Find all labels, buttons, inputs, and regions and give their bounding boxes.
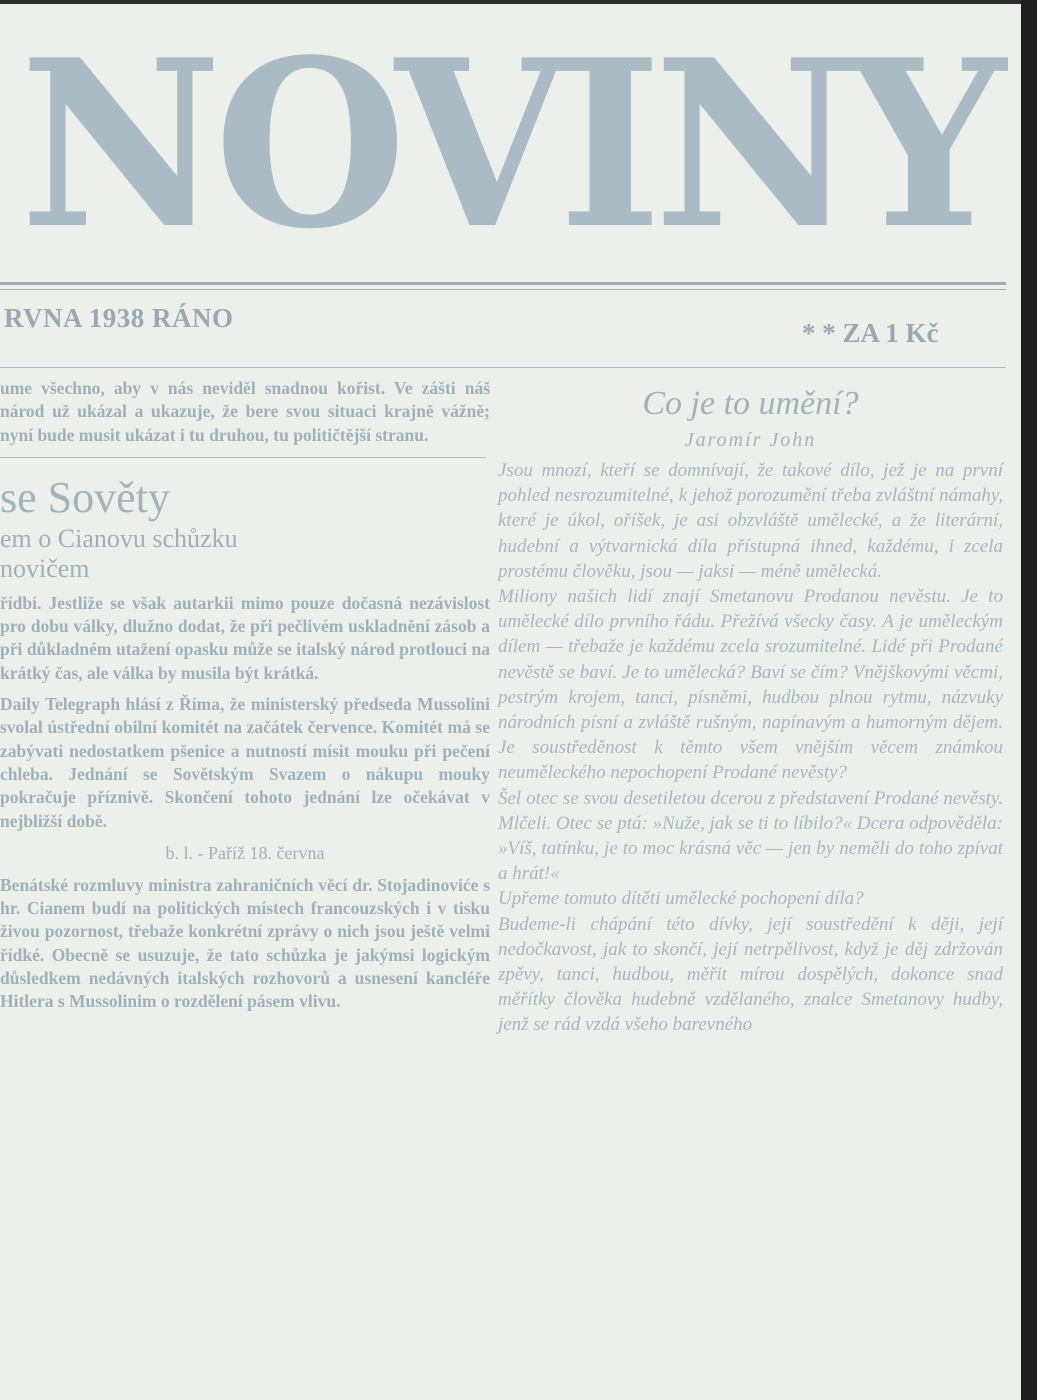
essay-paragraph: Upřeme tomuto dítěti umělecké pochopení díla?	[498, 888, 864, 910]
essay-title: Co je to umění?	[642, 385, 859, 422]
left-column	[0, 377, 490, 1014]
scan-edge-top	[0, 0, 1037, 4]
dateline: RVNA 1938 RÁNO	[4, 303, 234, 333]
masthead-rule-thin	[0, 289, 1006, 290]
article-paragraph: Daily Telegraph hlásí z Říma, že ministerský předseda Mussolini svolal ústřední obilní komitét na začátek července. Komitét má se zabývati nedostatkem pšenice a nutností mísit mouku při pečení chleba. Jednání se Sovětským Svazem o nákupu mouky pokračuje příznivě. Skončení tohoto jednání lze očekávat v nejbližší době.	[0, 694, 490, 831]
article-paragraph: Benátské rozmluvy ministra zahraničních věcí dr. Stojadinoviće s hr. Cianem budí na politických místech francouzských i v tisku živou pozornost, třebaže konkrétní zprávy o nich jsou ještě velmi řídké. Obecně se usuzuje, že tato schůzka je jakýmsi logickým důsledkem nedávných italských rozhovorů a usnesení kancléře Hitlera s Mussolinim o rozdělení pásem vlivu.	[0, 874, 490, 1012]
article-byline: b. l. - Paříž 18. června	[165, 842, 325, 863]
header-rule	[0, 367, 1006, 368]
scan-edge-right	[1021, 0, 1037, 1400]
essay-paragraph: Šel otec se svou desetiletou dcerou z představení Prodané nevěsty. Mlčeli. Otec se ptá: »Nuže, jak se ti to líbilo?« Dcera odpověděla: »Víš, tatínku, je to moc krásná věc — jen by neměli do toho zpívat a hrát!«	[498, 787, 1003, 885]
column-separator	[0, 457, 486, 458]
essay-paragraph: Miliony našich lidí znají Smetanovu Prodanou nevěstu. Je to umělecké dílo prvního řádu. Přežívá všecky časy. A je uměleckým dílem — třebaže je každému zcela srozumitelné. Lidé při Prodané nevěstě se baví. Je to umělecká? Baví se čím? Vnějškovými věcmi, pestrým krojem, tanci, písněmi, hudbou plnou rytmu, názvuky národních písní a zvláště rušným, napínavým a humorným dějem. Je soustředěnost k těmto všem vnějším věcem známkou neuměleckého nepochopení Prodané nevěsty?	[498, 586, 1003, 784]
article-paragraph: řídbí. Jestliže se však autarkii mimo pouze dočasná nezávislost pro dobu války, dlužno dodat, že při pečlivém uskladnění zásob a při důkladném utažení opasku může se italský národ protlouci na krátký čas, ale válka by musila být krátká.	[0, 592, 490, 683]
intro-paragraph: ume všechno, aby v nás neviděl snadnou kořist. Ve zášti náš národ už ukázal a ukazuje, že bere svou situaci krajně vážně; nyní bude musit ukázat i tu druhou, tu političtější stranu.	[0, 378, 490, 445]
article-subhead-2: novičem	[0, 553, 90, 583]
essay-author: Jaromír John	[684, 429, 817, 451]
article-headline: se Sověty	[0, 472, 170, 522]
right-column	[498, 385, 1003, 1038]
price-label: * * ZA 1 Kč	[802, 318, 939, 348]
article-subhead-1: em o Cianovu schůzku	[0, 523, 238, 553]
masthead-rule	[0, 282, 1006, 285]
masthead-title: NOVINY	[20, 10, 999, 280]
essay-paragraph: Budeme-li chápání této dívky, její soustředění k ději, její nedočkavost, jak to skončí, její netrpělivost, když je děj zdržován zpěvy, tanci, hudbou, měřit mírou dospělých, dokonce snad měřítky člověka hudebně vzdělaného, znalce Smetanovy hudby, jenž se rád vzdá všeho barevného	[498, 913, 1003, 1036]
essay-paragraph: Jsou mnozí, kteří se domnívají, že takové dílo, jež je na první pohled nesrozumitelné, k jehož porozumění třeba zvláštní námahy, které je úkol, oříšek, je asi obzvláště umělecké, a že literární, hudební a výtvarnická díla přístupná ihned, každému, i zcela prostému člověku, jsou — jaksi — méně umělecká.	[498, 460, 1003, 582]
